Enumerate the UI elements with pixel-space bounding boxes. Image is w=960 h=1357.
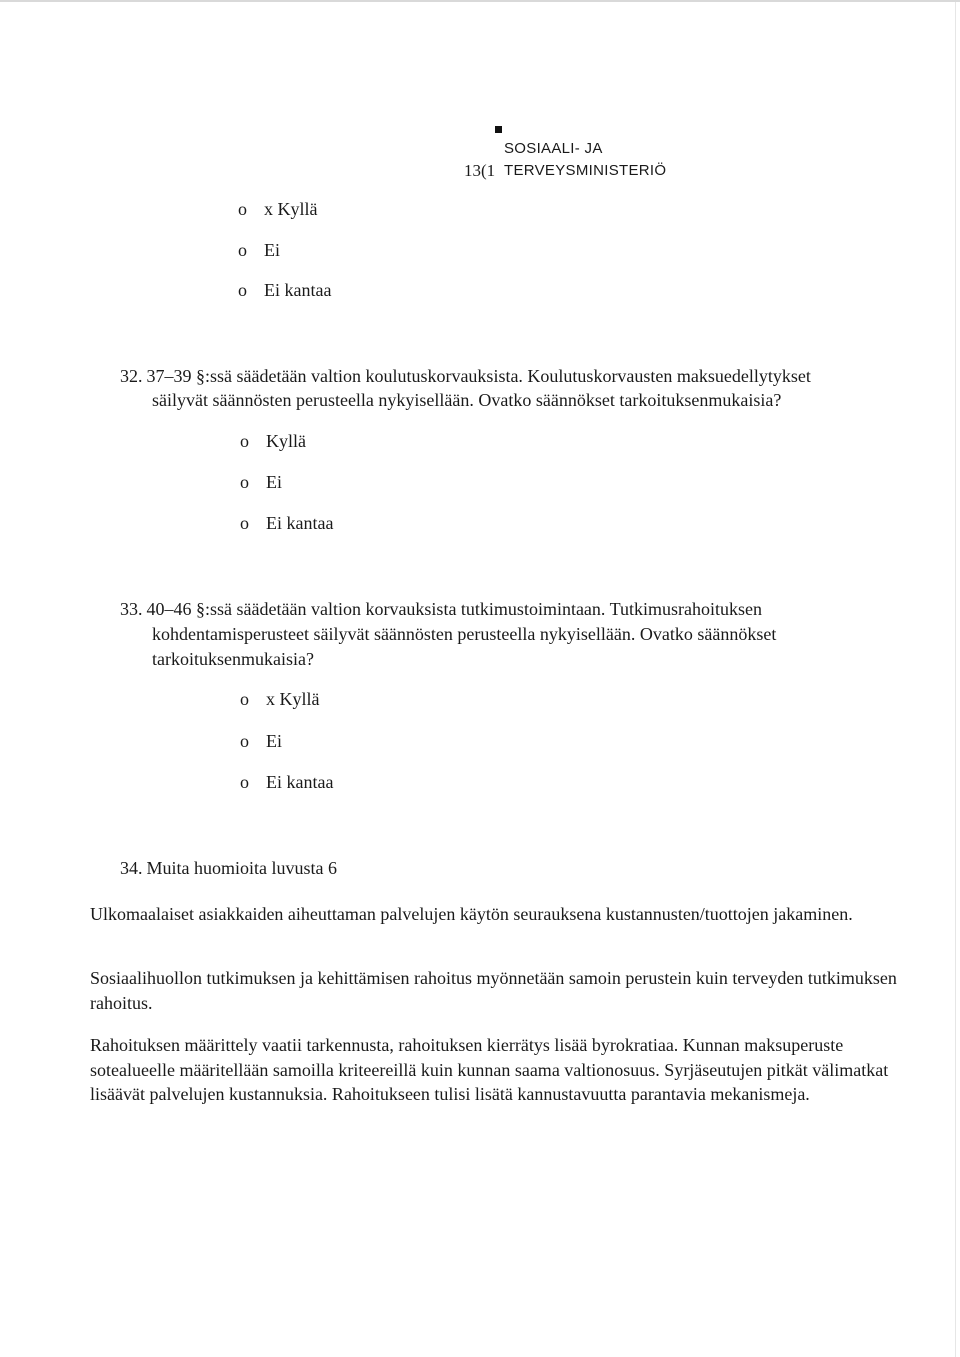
question-32: [120, 364, 811, 388]
page-right-edge: [955, 2, 956, 1357]
radio-bullet-icon: o: [238, 280, 247, 300]
ministry-name-line2: TERVEYSMINISTERIÖ: [504, 162, 667, 179]
radio-bullet-icon: o: [240, 731, 249, 751]
question-32-line1: 32. 37–39 §:ssä säädetään valtion koulutuskorvauksista. Koulutuskorvausten maksuedellytykset: [120, 366, 811, 386]
answer-option[interactable]: [240, 513, 333, 534]
option-label: Ei kantaa: [264, 280, 332, 300]
question-number: 33.: [120, 599, 143, 619]
option-label: Ei kantaa: [266, 513, 334, 533]
question-33: [120, 597, 762, 621]
radio-bullet-icon: o: [240, 431, 249, 451]
ministry-header: [460, 126, 760, 186]
option-label: Kyllä: [266, 431, 306, 451]
answer-option[interactable]: [240, 772, 333, 793]
question-number: 32.: [120, 366, 143, 386]
radio-bullet-icon: o: [240, 772, 249, 792]
answer-option[interactable]: [238, 199, 318, 220]
option-label: Ei: [266, 472, 282, 492]
page-top-edge: [0, 0, 960, 2]
question-33-line3: tarkoituksenmukaisia?: [152, 649, 314, 669]
header-square-mark: [495, 126, 502, 133]
answer-paragraph-2: Sosiaalihuollon tutkimuksen ja kehittämisen rahoitus myönnetään samoin perustein kuin terveyden tutkimuksen rahoitus.: [90, 968, 897, 1013]
answer-option[interactable]: [238, 240, 280, 261]
answer-option[interactable]: [240, 431, 306, 452]
radio-bullet-icon: o: [238, 240, 247, 260]
radio-bullet-icon: o: [240, 472, 249, 492]
radio-bullet-icon: o: [240, 513, 249, 533]
answer-option[interactable]: [238, 280, 331, 301]
option-label: Ei kantaa: [266, 772, 334, 792]
option-label: x Kyllä: [266, 689, 320, 709]
radio-bullet-icon: o: [238, 199, 247, 219]
option-label: Ei: [266, 731, 282, 751]
radio-bullet-icon: o: [240, 689, 249, 709]
question-33-line2: kohdentamisperusteet säilyvät säännösten perusteella nykyisellään. Ovatko säännökset: [152, 624, 777, 644]
ministry-name-line1: SOSIAALI- JA: [504, 140, 603, 157]
option-label: x Kyllä: [264, 199, 318, 219]
question-33-line1: 33. 40–46 §:ssä säädetään valtion korvauksista tutkimustoimintaan. Tutkimusrahoituksen: [120, 599, 762, 619]
question-34: [120, 856, 337, 880]
answer-option[interactable]: [240, 472, 282, 493]
answer-option[interactable]: [240, 689, 320, 710]
answer-option[interactable]: [240, 731, 282, 752]
question-32-line2: säilyvät säännösten perusteella nykyisellään. Ovatko säännökset tarkoituksenmukaisia?: [152, 390, 782, 410]
option-label: Ei: [264, 240, 280, 260]
question-34-title: Muita huomioita luvusta 6: [146, 858, 337, 878]
answer-paragraph-1: Ulkomaalaiset asiakkaiden aiheuttaman palvelujen käytön seurauksena kustannusten/tuottojen jakaminen.: [90, 904, 853, 924]
answer-paragraph-3: Rahoituksen määrittely vaatii tarkennusta, rahoituksen kierrätys lisää byrokratiaa. Kunnan maksuperuste sotealueelle määritellään samoilla kriteereillä kuin kunnan saama valtionosuus. Syrjäseutujen pitkät välimatkat lisäävät palvelujen kustannuksia. Rahoitukseen tulisi lisätä kannustavuutta parantavia mekanismeja.: [90, 1035, 889, 1104]
question-number: 34.: [120, 858, 143, 878]
page-number: 13(1: [464, 161, 496, 180]
